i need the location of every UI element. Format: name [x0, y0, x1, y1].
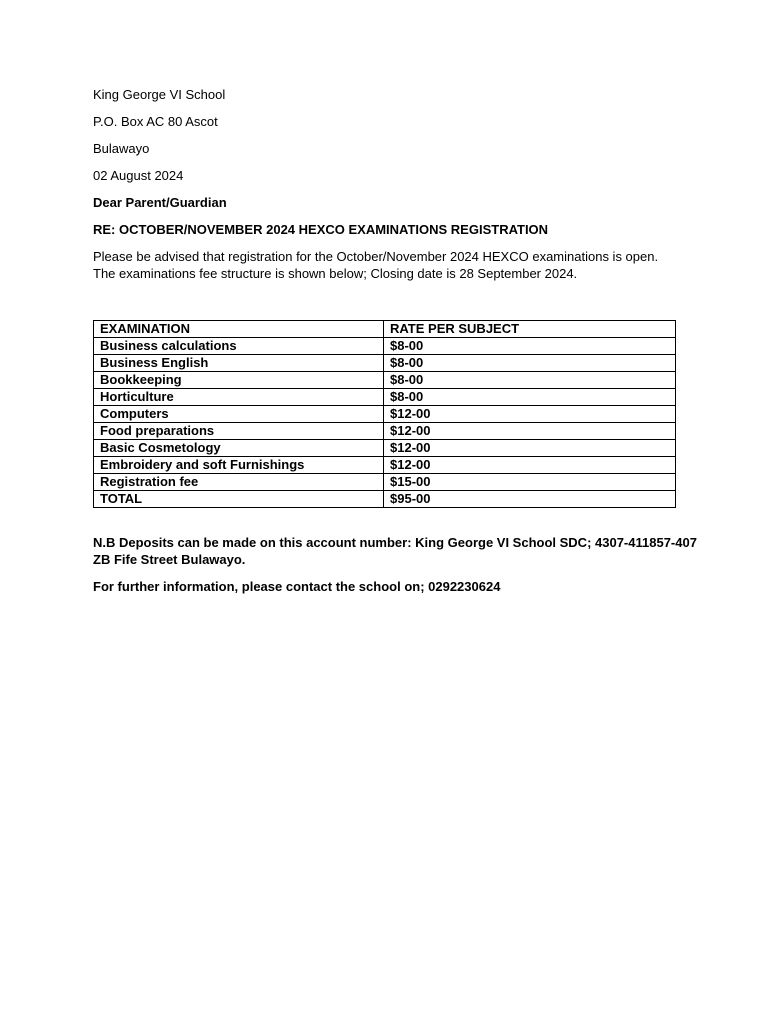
intro-line-1: Please be advised that registration for the October/November 2024 HEXCO examinations is open.	[93, 249, 659, 264]
total-row	[94, 491, 676, 508]
exam-rate: $8-00	[384, 338, 676, 355]
subject-line: RE: OCTOBER/NOVEMBER 2024 HEXCO EXAMINATIONS REGISTRATION	[93, 222, 549, 237]
exam-name: Embroidery and soft Furnishings	[94, 457, 384, 474]
exam-rate: $8-00	[384, 355, 676, 372]
table-row	[94, 457, 676, 474]
exam-name: Bookkeeping	[94, 372, 384, 389]
header-examination: EXAMINATION	[94, 321, 384, 338]
exam-name: Food preparations	[94, 423, 384, 440]
table-row	[94, 406, 676, 423]
total-amount: $95-00	[384, 491, 676, 508]
deposit-note	[93, 534, 697, 568]
po-box-address: P.O. Box AC 80 Ascot	[93, 114, 218, 129]
exam-rate: $12-00	[384, 406, 676, 423]
contact-note: For further information, please contact the school on; 0292230624	[93, 579, 501, 594]
table-row	[94, 423, 676, 440]
exam-rate: $8-00	[384, 389, 676, 406]
exam-name: Basic Cosmetology	[94, 440, 384, 457]
deposit-line-2: ZB Fife Street Bulawayo.	[93, 552, 246, 567]
intro-paragraph	[93, 248, 675, 282]
letter-body	[93, 86, 697, 605]
table-row	[94, 355, 676, 372]
table-row	[94, 474, 676, 491]
exam-rate: $12-00	[384, 423, 676, 440]
exam-name: Business calculations	[94, 338, 384, 355]
intro-line-2: The examinations fee structure is shown below; Closing date is 28 September 2024.	[93, 266, 578, 281]
school-name: King George VI School	[93, 87, 226, 102]
exam-name: Horticulture	[94, 389, 384, 406]
fee-table	[93, 320, 676, 508]
salutation: Dear Parent/Guardian	[93, 195, 227, 210]
table-row	[94, 372, 676, 389]
exam-name: Computers	[94, 406, 384, 423]
exam-rate: $15-00	[384, 474, 676, 491]
exam-name: Registration fee	[94, 474, 384, 491]
exam-rate: $12-00	[384, 457, 676, 474]
table-row	[94, 338, 676, 355]
table-row	[94, 389, 676, 406]
table-row	[94, 440, 676, 457]
exam-rate: $8-00	[384, 372, 676, 389]
exam-name: Business English	[94, 355, 384, 372]
deposit-line-1: N.B Deposits can be made on this account number: King George VI School SDC; 4307-411857-407	[93, 535, 697, 550]
city: Bulawayo	[93, 141, 150, 156]
total-label: TOTAL	[94, 491, 384, 508]
letter-date: 02 August 2024	[93, 168, 184, 183]
exam-rate: $12-00	[384, 440, 676, 457]
header-rate-per-subject: RATE PER SUBJECT	[384, 321, 676, 338]
fee-table-header-row	[94, 321, 676, 338]
